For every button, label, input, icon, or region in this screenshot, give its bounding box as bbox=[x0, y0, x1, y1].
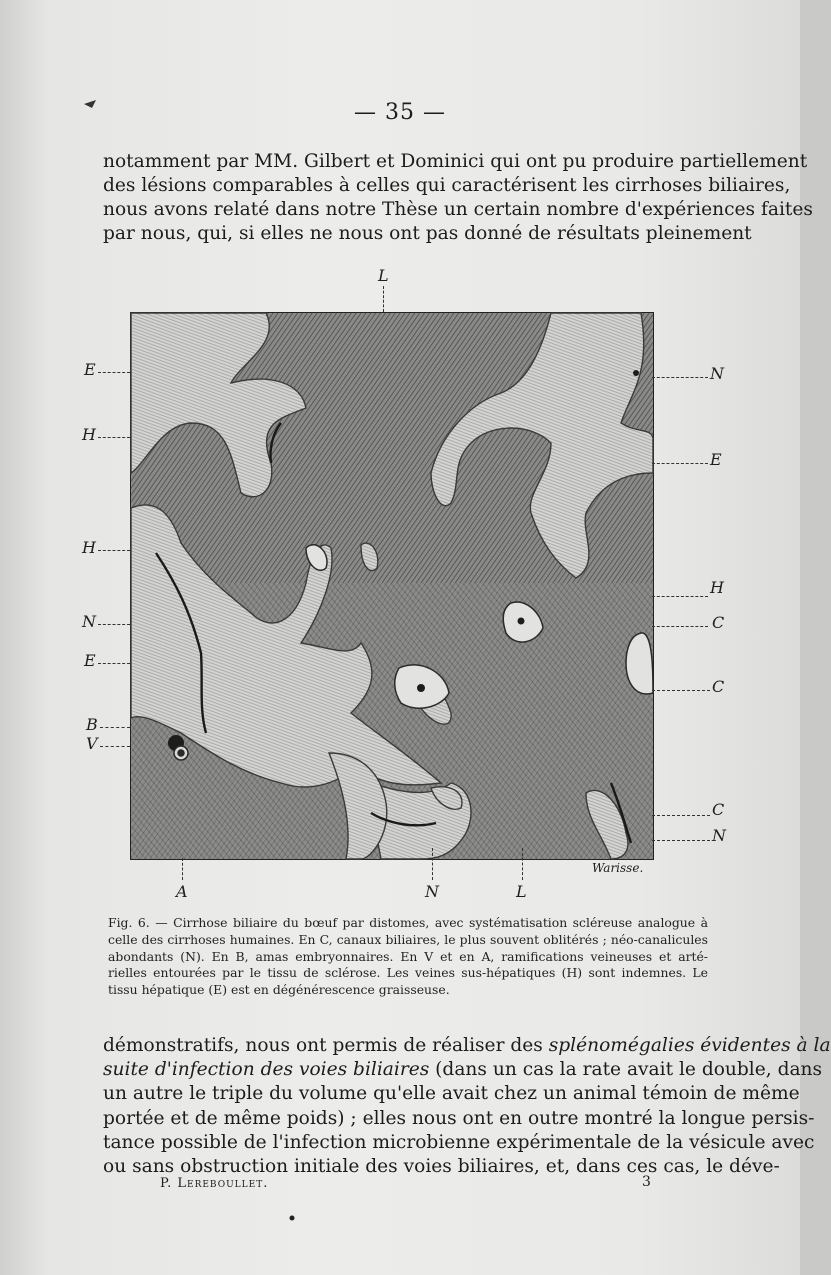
figure-label: L bbox=[516, 882, 527, 901]
paragraph-line: portée et de même poids) ; elles nous ont en outre montré la longue persis- bbox=[103, 1107, 815, 1129]
caption-line: celle des cirrhoses humaines. En C, canaux biliaires, le plus souvent oblitérés ; néo-canalicules bbox=[108, 931, 708, 947]
figure-label: N bbox=[425, 882, 439, 901]
figure-label: C bbox=[712, 677, 725, 696]
caption-line: rielles entourées par le tissu de sclérose. Les veines sus-hépatiques (H) sont indemnes. Le bbox=[108, 965, 708, 981]
page-number: — 35 — bbox=[354, 100, 446, 125]
paragraph-emphasis: splénomégalies évidentes à la bbox=[548, 1035, 831, 1056]
caption-line: Fig. 6. — Cirrhose biliaire du bœuf par distomes, avec systématisation scléreuse analogue à bbox=[108, 915, 708, 930]
figure-label: C bbox=[712, 613, 725, 632]
paragraph-emphasis: suite d'infection des voies biliaires bbox=[103, 1059, 430, 1081]
paragraph-line: par nous, qui, si elles ne nous ont pas donné de résultats pleinement bbox=[103, 223, 752, 244]
engraver-signature: Warisse. bbox=[592, 861, 644, 875]
paragraph-line: tance possible de l'infection microbienne expérimentale de la vésicule avec bbox=[103, 1131, 815, 1153]
figure-label: C bbox=[712, 800, 725, 819]
figure-label: H bbox=[710, 578, 724, 597]
figure-label: N bbox=[82, 612, 96, 631]
figure-label: N bbox=[712, 826, 726, 845]
figure-label: V bbox=[86, 734, 98, 753]
figure-label: B bbox=[86, 715, 98, 734]
paragraph-line: des lésions comparables à celles qui caractérisent les cirrhoses biliaires, bbox=[103, 175, 791, 196]
caption-line: abondants (N). En B, amas embryonnaires. En V et en A, ramifications veineuses et arté- bbox=[108, 948, 708, 964]
figure-label: L bbox=[378, 266, 389, 285]
footer-author: P. Lereboullet. bbox=[160, 1176, 269, 1191]
ink-speck bbox=[290, 1216, 295, 1221]
figure-label: N bbox=[710, 364, 724, 383]
paragraph-line: notamment par MM. Gilbert et Dominici qui ont pu produire partiellement bbox=[103, 151, 808, 172]
caption-line: tissu hépatique (E) est en dégénérescence graisseuse. bbox=[108, 982, 450, 998]
figure-label: H bbox=[82, 538, 96, 557]
figure-label: A bbox=[176, 882, 188, 901]
figure-label: E bbox=[84, 651, 96, 670]
paragraph-text: (dans un cas la rate avait le double, dans bbox=[429, 1059, 823, 1081]
paragraph-text: démonstratifs, nous ont permis de réaliser des bbox=[103, 1035, 549, 1056]
ink-speck bbox=[84, 100, 96, 108]
paragraph-line: nous avons relaté dans notre Thèse un certain nombre d'expériences faites bbox=[103, 199, 813, 220]
figure-label: E bbox=[710, 450, 722, 469]
signature-mark: 3 bbox=[642, 1174, 651, 1190]
paragraph-line: ou sans obstruction initiale des voies biliaires, et, dans ces cas, le déve- bbox=[103, 1156, 780, 1178]
figure-label: E bbox=[84, 360, 96, 379]
figure-label: H bbox=[82, 425, 96, 444]
paragraph-line: un autre le triple du volume qu'elle avait chez un animal témoin de même bbox=[103, 1083, 800, 1105]
